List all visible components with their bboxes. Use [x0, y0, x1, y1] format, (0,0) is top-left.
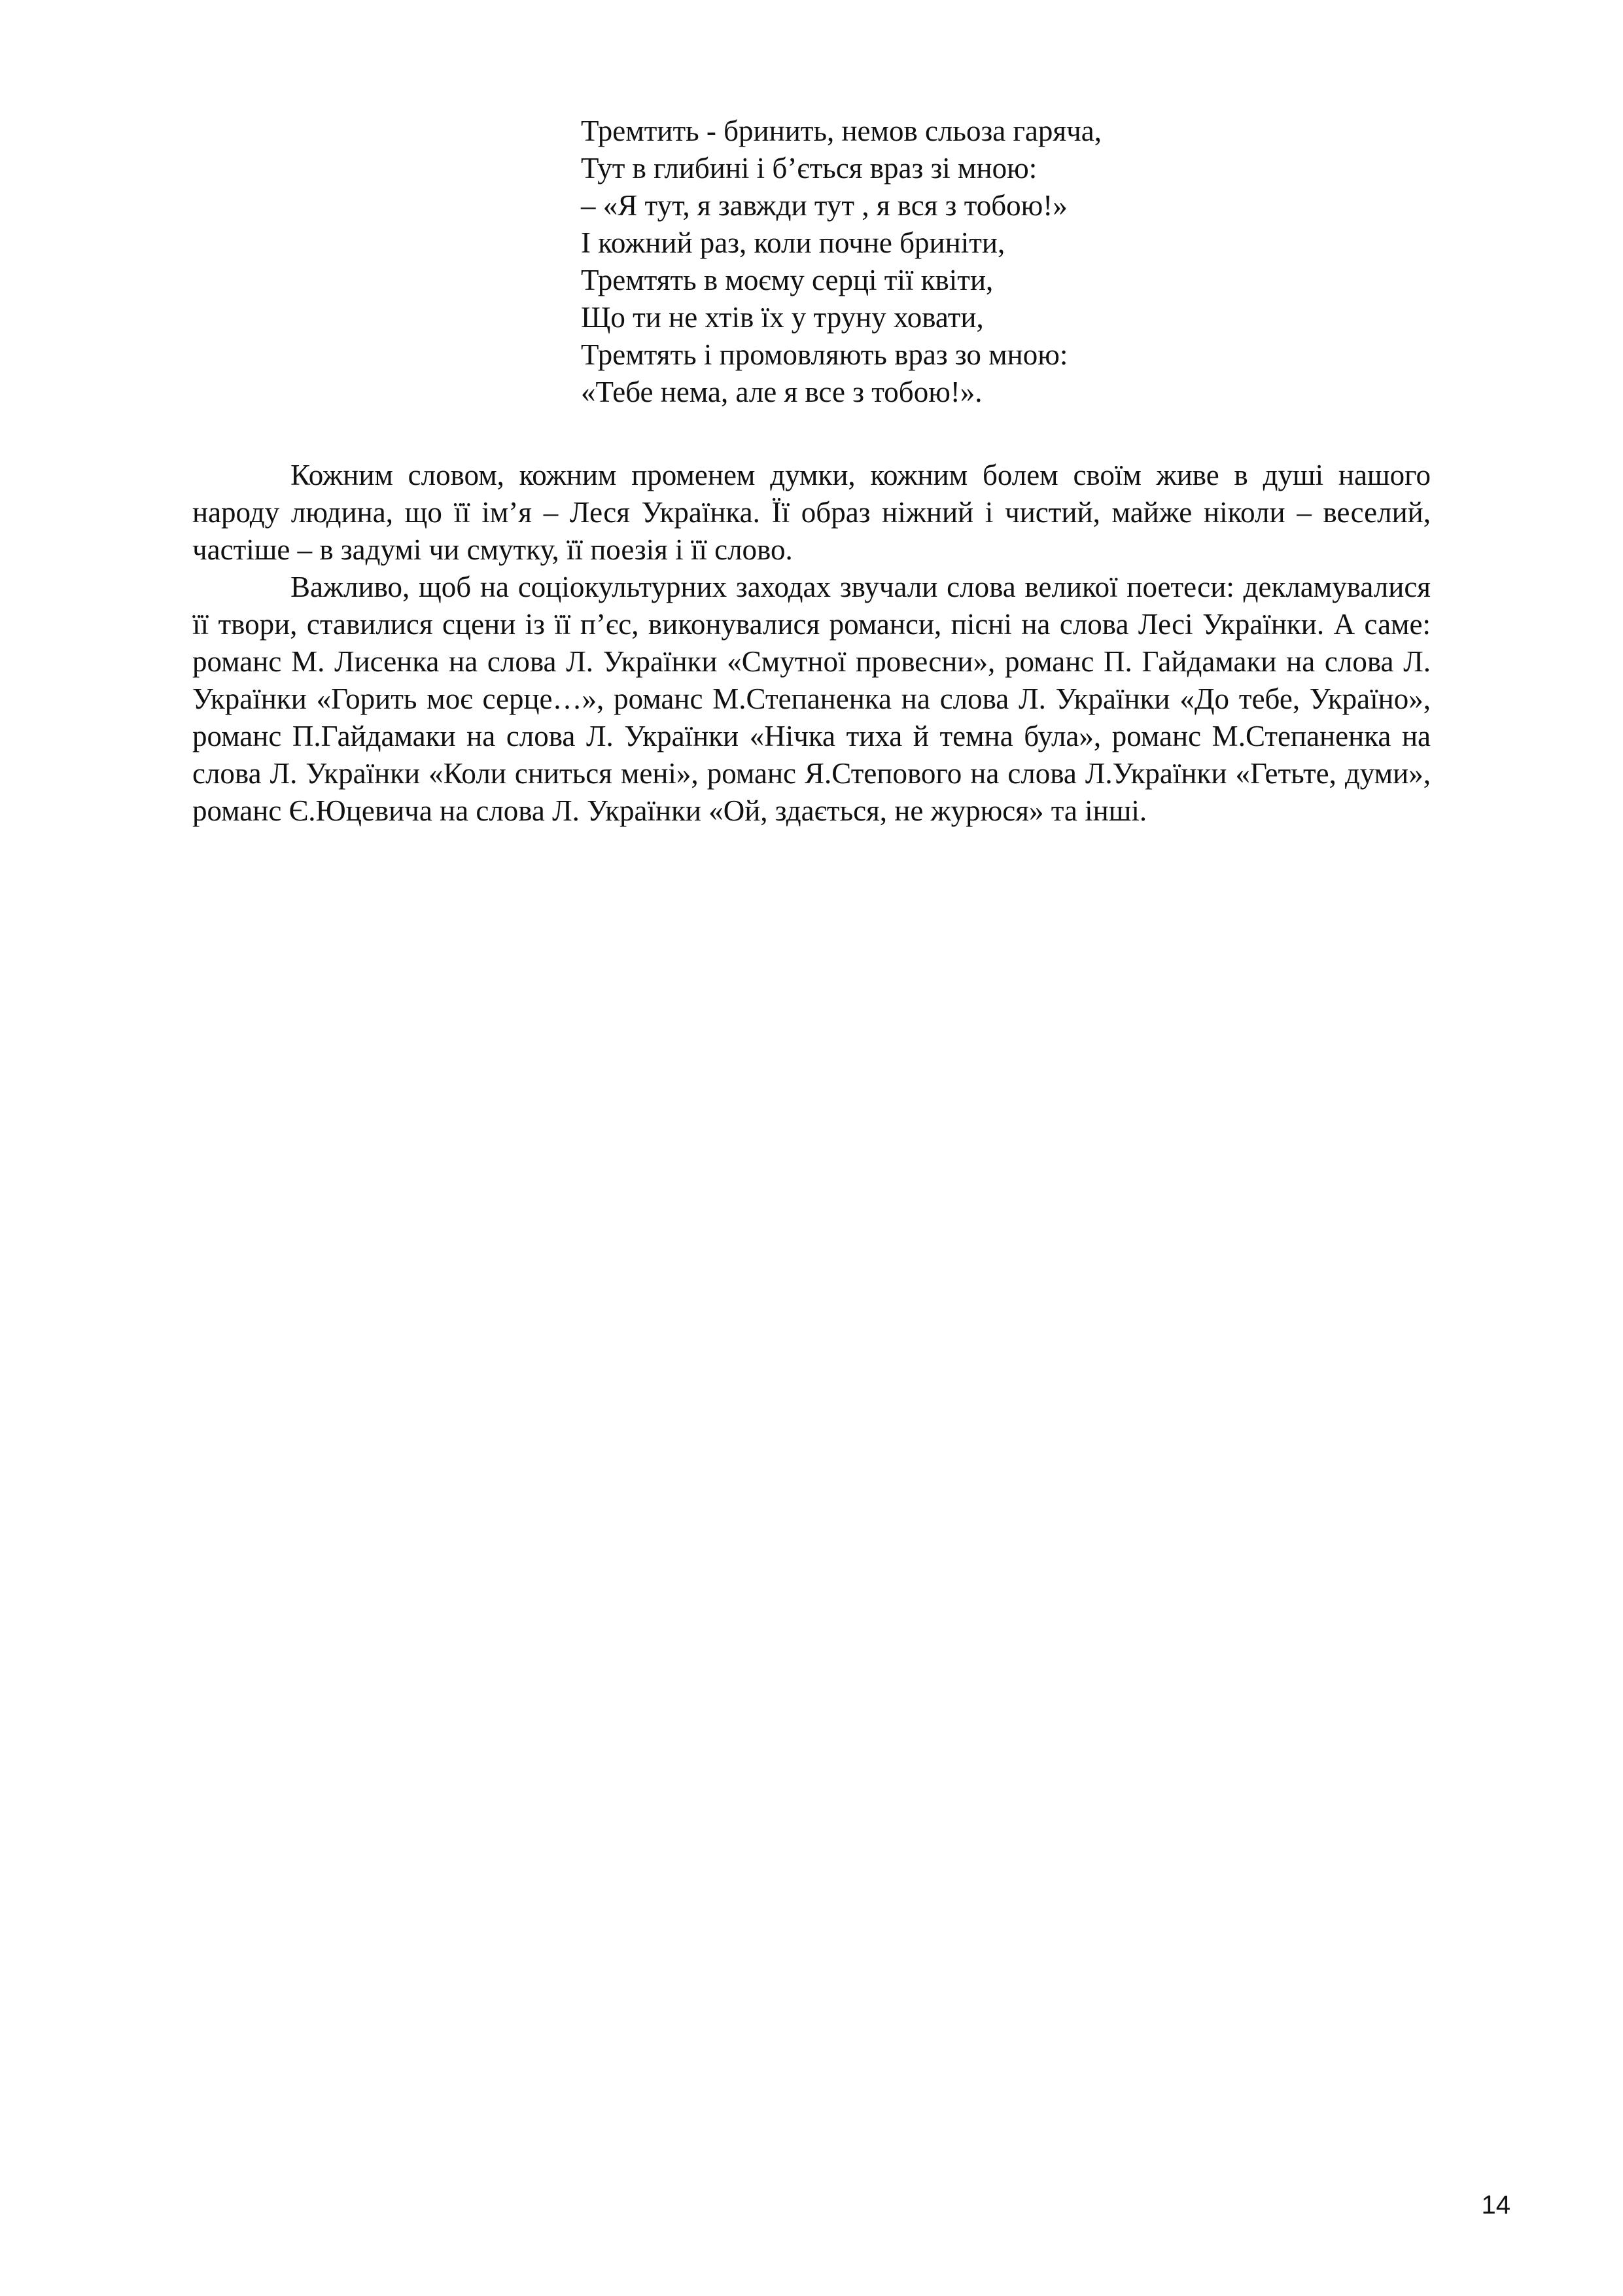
page-number: 14 [1481, 2191, 1510, 2219]
paragraph: Кожним словом, кожним променем думки, кожним болем своїм живе в душі нашого народу людина, що її ім’я – Леся Українка. Її образ ніжний і чистий, майже ніколи – веселий, частіше – в задумі чи смутку, її поезія і її слово. [192, 459, 1431, 566]
poem-line: І кожний раз, коли почне бриніти, [581, 226, 1005, 259]
paragraph: Важливо, щоб на соціокультурних заходах звучали слова великої поетеси: декламувалися її твори, ставилися сцени із її п’єс, виконувалися романси, пісні на слова Лесі Українки. А саме: романс М. Лисенка на слова Л. Українки «Смутної провесни», романс П. Гайдамаки на слова Л. Українки «Горить моє серце…», романс М.Степаненка на слова Л. Українки «До тебе, Україно», романс П.Гайдамаки на слова Л. Українки «Нічка тиха й темна була», романс М.Степаненка на слова Л. Українки «Коли сниться мені», романс Я.Степового на слова Л.Українки «Гетьте, думи», романс Є.Юцевича на слова Л. Українки «Ой, здається, не журюся» та інші. [192, 571, 1431, 827]
poem-line: Що ти не хтів їх у труну ховати, [581, 301, 984, 334]
poem-line: «Тебе нема, але я все з тобою!». [581, 376, 983, 408]
poem-line: Тут в глибині і б’ється враз зі мною: [581, 152, 1038, 185]
body-text [192, 457, 1431, 830]
poem-line: Тремтять і промовляють враз зо мною: [581, 338, 1068, 371]
poem-line: Тремтять в моєму серці тії квіти, [581, 264, 994, 296]
poem-line: – «Я тут, я завжди тут , я вся з тобою!» [581, 189, 1068, 222]
poem-line: Тремтить - бринить, немов сльоза гаряча, [581, 115, 1102, 147]
poem-block [581, 113, 1497, 411]
